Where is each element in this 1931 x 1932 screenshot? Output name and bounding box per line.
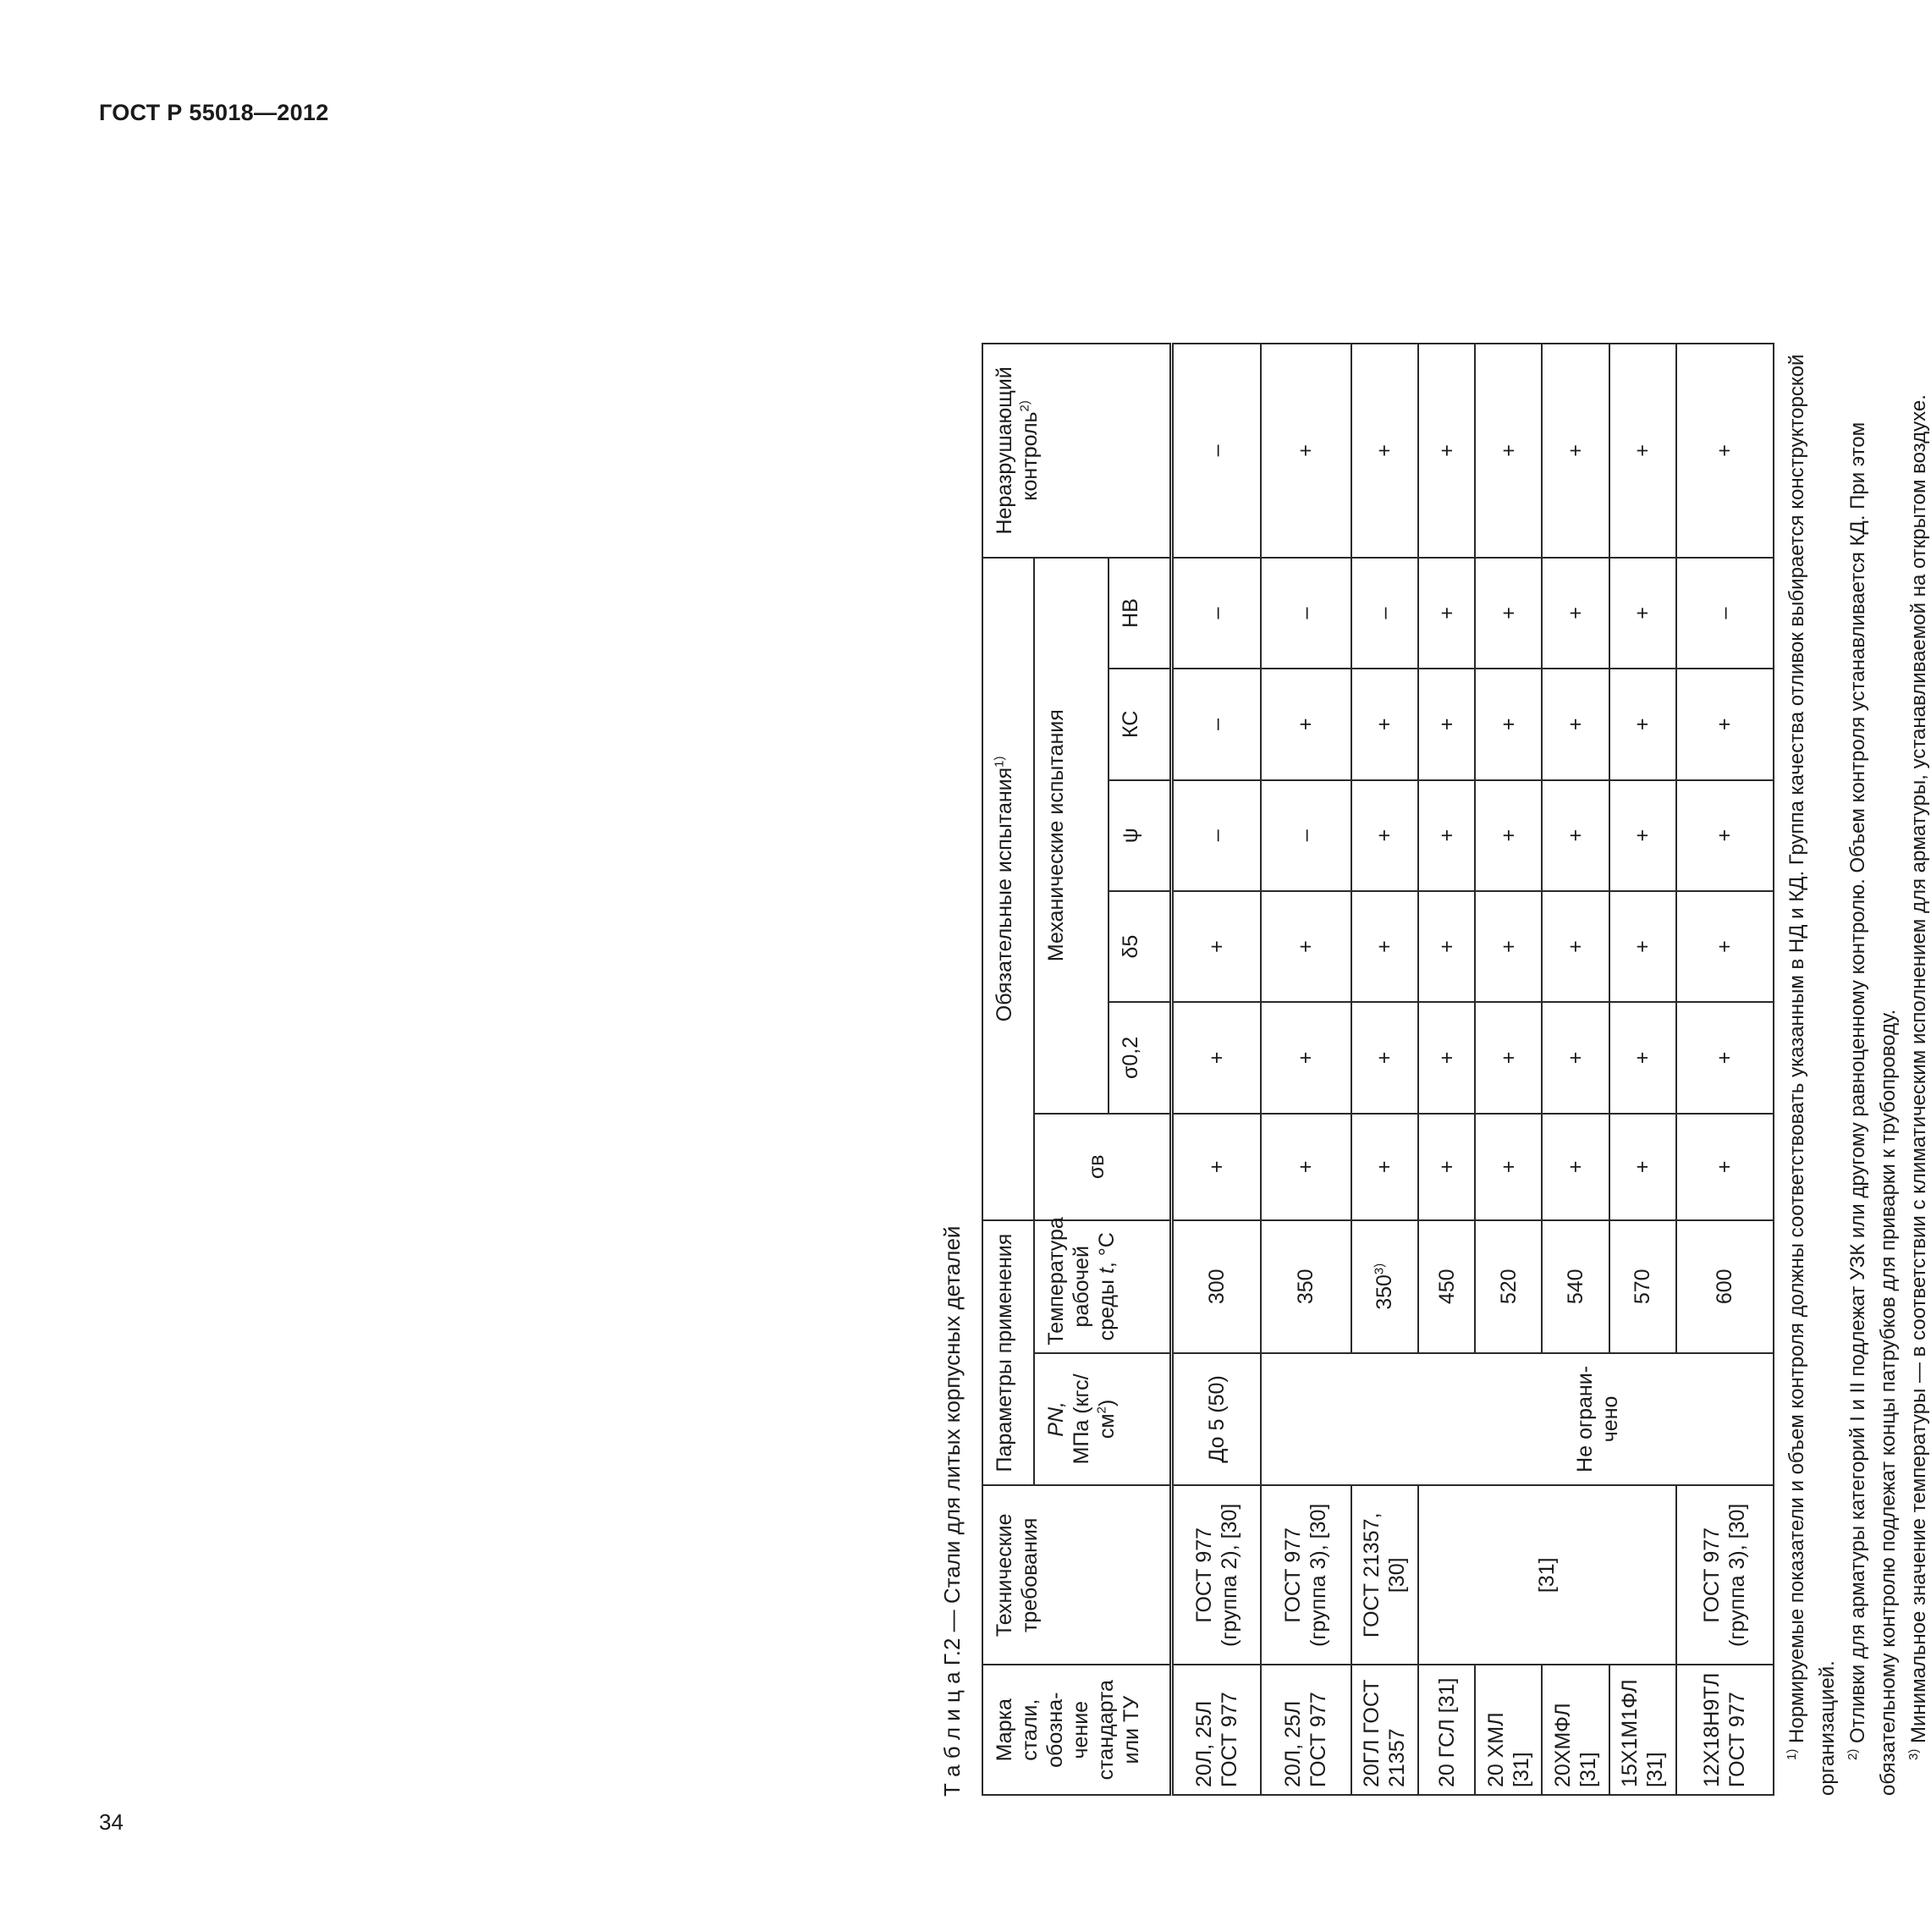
cell-mark: 20ХМФЛ [31]	[1542, 1665, 1609, 1795]
cell-sigma-02: +	[1609, 1002, 1676, 1113]
cell-sigma-02: +	[1171, 1002, 1261, 1113]
cell-sigma-02: +	[1475, 1002, 1542, 1113]
cell-psi: +	[1542, 780, 1609, 891]
cell-ks: +	[1609, 669, 1676, 779]
header-params: Параметры применения	[982, 1220, 1034, 1485]
header-tests	[982, 558, 1034, 1220]
cell-ndt: +	[1351, 344, 1418, 558]
cell-delta5: +	[1351, 891, 1418, 1002]
header-tech: Технические требования	[982, 1485, 1171, 1665]
header-delta5: δ5	[1109, 891, 1172, 1002]
cell-pn-merged	[1261, 1353, 1774, 1486]
note-2-text: Отливки для арматуры категорий I и II подлежат УЗК или другому равноценному контролю. Объем контроля устанавливается КД. При этом	[1846, 421, 1869, 1749]
cell-hb: +	[1609, 558, 1676, 669]
cell-sigma-02: +	[1261, 1002, 1351, 1113]
header-mech: Механические испытания	[1034, 558, 1109, 1114]
cell-mark: 15Х1М1ФЛ [31]	[1609, 1665, 1676, 1795]
table-row	[1676, 344, 1774, 1795]
header-mark: Марка стали, обозна-чение стандарта или ТУ	[982, 1665, 1171, 1795]
cell-sigma-b: +	[1475, 1114, 1542, 1220]
cell-hb: +	[1418, 558, 1476, 669]
header-hb: НВ	[1109, 558, 1172, 669]
cell-hb: –	[1261, 558, 1351, 669]
header-tests-text: Обязательные испытания	[993, 767, 1016, 1022]
cell-sigma-b: +	[1171, 1114, 1261, 1220]
cell-psi: –	[1171, 780, 1261, 891]
header-ks: КС	[1109, 669, 1172, 779]
cell-tech-merged: [31]	[1418, 1485, 1676, 1665]
cell-mark: 20Л, 25Л ГОСТ 977	[1261, 1665, 1351, 1795]
header-ndt	[982, 344, 1171, 558]
cell-temp: 540	[1542, 1220, 1609, 1353]
header-pn	[1034, 1353, 1171, 1486]
cell-temp: 450	[1418, 1220, 1476, 1353]
cell-psi: +	[1418, 780, 1476, 891]
cell-ndt: +	[1542, 344, 1609, 558]
header-temp-unit: , °С	[1095, 1232, 1119, 1269]
cell-hb: –	[1676, 558, 1774, 669]
cell-ks: +	[1261, 669, 1351, 779]
cell-ks: +	[1418, 669, 1476, 779]
cell-ndt: +	[1418, 344, 1476, 558]
cell-ks: +	[1542, 669, 1609, 779]
header-tests-sup: 1)	[992, 756, 1007, 768]
cell-sigma-b: +	[1609, 1114, 1676, 1220]
cell-tech: ГОСТ 977 (группа 3), [30]	[1676, 1485, 1774, 1665]
cell-delta5: +	[1475, 891, 1542, 1002]
cell-temp-sup: 3)	[1372, 1263, 1387, 1275]
cell-tech: ГОСТ 977 (группа 2), [30]	[1171, 1485, 1261, 1665]
cell-psi: +	[1475, 780, 1542, 891]
cell-sigma-02: +	[1351, 1002, 1418, 1113]
cell-mark: 20Л, 25Л ГОСТ 977	[1171, 1665, 1261, 1795]
table-caption: Т а б л и ц а Г.2 — Стали для литых корпусных деталей	[939, 1225, 965, 1797]
cell-sigma-b: +	[1542, 1114, 1609, 1220]
cell-mark: 20 ХМЛ [31]	[1475, 1665, 1542, 1795]
cell-psi: –	[1261, 780, 1351, 891]
header-temp-text: Температура рабочей среды	[1044, 1217, 1119, 1346]
cell-temp: 520	[1475, 1220, 1542, 1353]
note-1-line-2: организацией.	[1816, 1660, 1839, 1796]
cell-ndt: +	[1475, 344, 1542, 558]
cell-sigma-02: +	[1676, 1002, 1774, 1113]
cell-mark: 12Х18Н9ТЛ ГОСТ 977	[1676, 1665, 1774, 1795]
table-row	[1261, 344, 1351, 1795]
cell-ks: +	[1475, 669, 1542, 779]
cell-ndt: +	[1261, 344, 1351, 558]
steel-table	[982, 343, 1774, 1796]
document-header: ГОСТ Р 55018—2012	[99, 100, 329, 125]
note-3-text: Минимальное значение температуры — в соответствии с климатическим исполнением для арматуры, устанавливаемой на открытом воздухе.	[1907, 394, 1930, 1749]
cell-delta5: +	[1542, 891, 1609, 1002]
cell-temp: 600	[1676, 1220, 1774, 1353]
note-3-line-1	[1907, 343, 1931, 1796]
cell-sigma-b: +	[1418, 1114, 1476, 1220]
cell-ndt: +	[1609, 344, 1676, 558]
cell-temp: 300	[1171, 1220, 1261, 1353]
note-3-sup: 3)	[1906, 1748, 1921, 1760]
cell-mark: 20 ГСЛ [31]	[1418, 1665, 1476, 1795]
cell-ks: +	[1676, 669, 1774, 779]
cell-sigma-b: +	[1676, 1114, 1774, 1220]
note-2-line-1	[1846, 343, 1870, 1796]
rotated-table-block	[939, 0, 1930, 1932]
cell-psi: +	[1351, 780, 1418, 891]
header-temp-var: t	[1095, 1268, 1119, 1274]
cell-psi: +	[1609, 780, 1676, 891]
header-sigma-b-text: σв	[1085, 1154, 1109, 1180]
cell-ks: +	[1351, 669, 1418, 779]
cell-mark: 20ГЛ ГОСТ 21357	[1351, 1665, 1418, 1795]
note-1-text: Нормируемые показатели и объем контроля должны соответствовать указанным в НД и КД. Группа качества отливок выбирается конструкторской	[1785, 354, 1808, 1749]
cell-hb: –	[1351, 558, 1418, 669]
table-row	[1171, 344, 1261, 1795]
cell-sigma-02: +	[1418, 1002, 1476, 1113]
cell-delta5: +	[1609, 891, 1676, 1002]
cell-temp	[1351, 1220, 1418, 1353]
cell-hb: +	[1542, 558, 1609, 669]
note-2-line-2: обязательному контролю подлежат концы патрубков для приварки к трубопроводу.	[1877, 1009, 1900, 1796]
cell-temp: 570	[1609, 1220, 1676, 1353]
cell-temp: 350	[1261, 1220, 1351, 1353]
cell-pn: До 5 (50)	[1171, 1353, 1261, 1486]
cell-hb: +	[1475, 558, 1542, 669]
cell-tech: ГОСТ 977 (группа 3), [30]	[1261, 1485, 1351, 1665]
header-pn-sup: 2	[1094, 1406, 1109, 1414]
note-2-sup: 2)	[1846, 1748, 1860, 1760]
page-number: 34	[99, 1809, 124, 1835]
cell-delta5: +	[1171, 891, 1261, 1002]
cell-delta5: +	[1261, 891, 1351, 1002]
table-row	[1418, 344, 1476, 1795]
cell-tech: ГОСТ 21357, [30]	[1351, 1485, 1418, 1665]
cell-pn-text: Не ограни-чено	[1573, 1365, 1623, 1472]
header-ndt-sup: 2)	[1017, 400, 1032, 412]
note-1-line-1	[1785, 343, 1809, 1796]
cell-sigma-02: +	[1542, 1002, 1609, 1113]
cell-delta5: +	[1676, 891, 1774, 1002]
header-sigma-02: σ0,2	[1109, 1002, 1172, 1113]
header-psi: ψ	[1109, 780, 1172, 891]
cell-sigma-b: +	[1351, 1114, 1418, 1220]
header-temp	[1034, 1217, 1171, 1353]
cell-ndt: +	[1676, 344, 1774, 558]
cell-hb: –	[1171, 558, 1261, 669]
header-ndt-text: Неразрушающий контроль	[993, 366, 1042, 535]
cell-psi: +	[1676, 780, 1774, 891]
table-row	[1351, 344, 1418, 1795]
cell-ks: –	[1171, 669, 1261, 779]
cell-ndt: –	[1171, 344, 1261, 558]
cell-sigma-b: +	[1261, 1114, 1351, 1220]
note-1-sup: 1)	[1785, 1748, 1799, 1760]
header-pn-close: )	[1095, 1399, 1119, 1407]
header-pn-var: PN,	[1044, 1401, 1068, 1437]
cell-delta5: +	[1418, 891, 1476, 1002]
header-pn-unit: МПа (кгс/см	[1070, 1373, 1119, 1465]
header-sigma-b	[1034, 1114, 1171, 1220]
cell-temp-text: 350	[1373, 1274, 1397, 1310]
